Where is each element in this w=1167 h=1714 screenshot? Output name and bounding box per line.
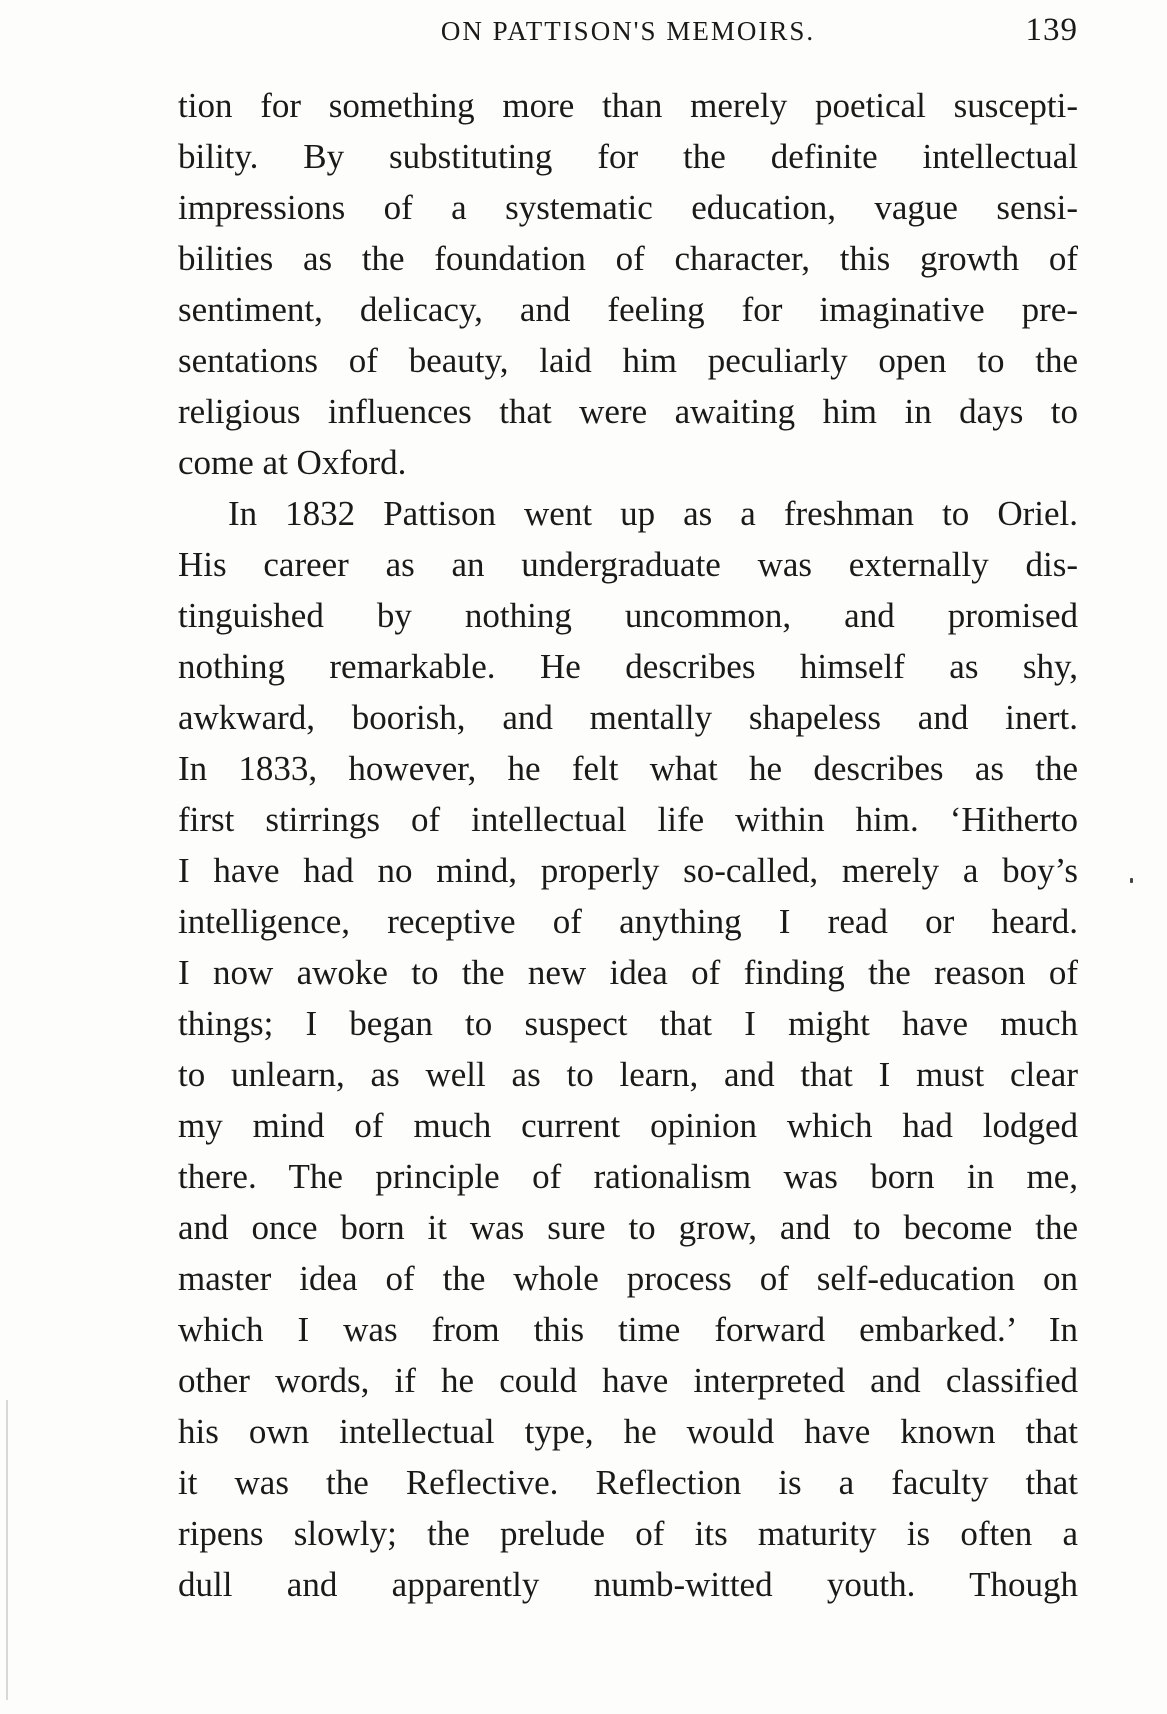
page-number: 139 (1025, 12, 1078, 48)
text-line: His career as an undergraduate was externally dis- (178, 545, 1078, 584)
text-line: impressions of a systematic education, vague sensi- (178, 188, 1078, 227)
running-head: ON PATTISON'S MEMOIRS. (440, 16, 816, 46)
text-line: I have had no mind, properly so-called, merely a boy’s (178, 851, 1078, 890)
paragraph-2 (178, 488, 1078, 1610)
text-line: bilities as the foundation of character, this growth of (178, 239, 1078, 278)
text-line: awkward, boorish, and mentally shapeless and inert. (178, 698, 1078, 737)
body-text (178, 80, 1078, 1610)
text-line: come at Oxford. (178, 443, 407, 482)
text-line: it was the Reflective. Reflection is a faculty that (178, 1463, 1078, 1502)
text-line: nothing remarkable. He describes himself as shy, (178, 647, 1078, 686)
text-line: sentations of beauty, laid him peculiarly open to the (178, 341, 1078, 380)
text-line: sentiment, delicacy, and feeling for imaginative pre- (178, 290, 1078, 329)
text-line: In 1832 Pattison went up as a freshman to Oriel. (228, 494, 1078, 533)
text-line: first stirrings of intellectual life within him. ‘Hitherto (178, 800, 1078, 839)
text-line: dull and apparently numb-witted youth. Though (178, 1565, 1078, 1604)
text-line: which I was from this time forward embarked.’ In (178, 1310, 1078, 1349)
text-line: bility. By substituting for the definite intellectual (178, 137, 1078, 176)
text-line: intelligence, receptive of anything I read or heard. (178, 902, 1078, 941)
text-line: his own intellectual type, he would have known that (178, 1412, 1078, 1451)
text-line: ripens slowly; the prelude of its maturity is often a (178, 1514, 1078, 1553)
scan-edge-mark (6, 1400, 8, 1700)
text-line: religious influences that were awaiting him in days to (178, 392, 1078, 431)
text-line: other words, if he could have interpreted and classified (178, 1361, 1078, 1400)
text-line: things; I began to suspect that I might have much (178, 1004, 1078, 1043)
text-line: there. The principle of rationalism was born in me, (178, 1157, 1078, 1196)
ink-speck (1130, 878, 1133, 883)
text-line: In 1833, however, he felt what he describes as the (178, 749, 1078, 788)
paragraph-1 (178, 80, 1078, 488)
text-line: and once born it was sure to grow, and to become the (178, 1208, 1078, 1247)
text-line: my mind of much current opinion which had lodged (178, 1106, 1078, 1145)
text-line: master idea of the whole process of self-education on (178, 1259, 1078, 1298)
text-line: tinguished by nothing uncommon, and promised (178, 596, 1078, 635)
page-header (178, 12, 1078, 62)
text-line: tion for something more than merely poetical suscepti- (178, 86, 1078, 125)
text-line: to unlearn, as well as to learn, and that I must clear (178, 1055, 1078, 1094)
text-line: I now awoke to the new idea of finding the reason of (178, 953, 1078, 992)
